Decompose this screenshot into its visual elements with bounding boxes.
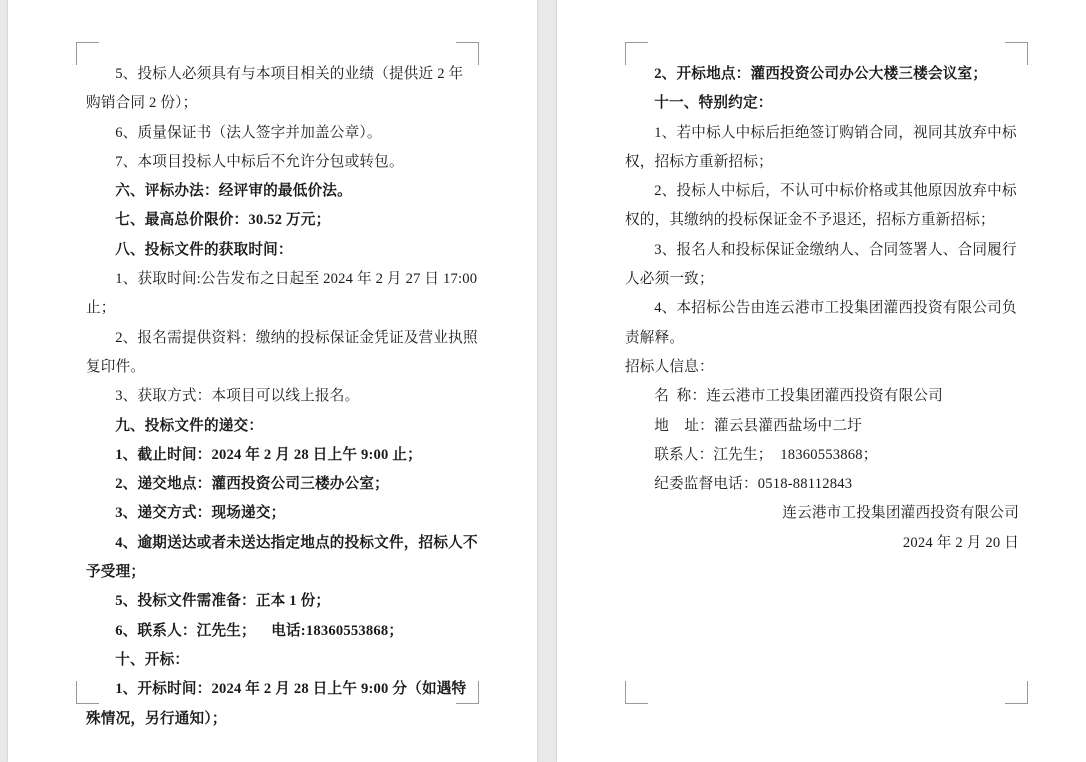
- section-heading: 八、投标文件的获取时间：: [115, 241, 293, 258]
- paragraph: 1、开标时间：2024 年 2 月 28 日上午 9:00 分（如遇特殊情况，另行通知）；: [86, 681, 467, 727]
- paragraph: 1、截止时间：2024 年 2 月 28 日上午 9:00 止；: [115, 446, 422, 463]
- section-heading: 十、开标：: [115, 651, 190, 668]
- paragraph: 5、投标文件需准备：正本 1 份；: [115, 593, 331, 610]
- contact-address: 地 址：灌云县灌西盐场中二圩: [654, 417, 862, 434]
- paragraph: 4、逾期送达或者未送达指定地点的投标文件，招标人不予受理；: [86, 534, 478, 581]
- document-page-right: [557, 0, 1086, 762]
- paragraph: 1、若中标人中标后拒绝签订购销合同，视同其放弃中标权，招标方重新招标；: [625, 124, 1017, 170]
- paragraph: 7、本项目投标人中标后不允许分包或转包。: [115, 153, 404, 170]
- section-heading: 十一、特别约定：: [654, 95, 773, 112]
- paragraph: 3、递交方式：现场递交；: [115, 505, 286, 522]
- contact-person: 联系人：江先生； 18360553868；: [654, 446, 878, 463]
- section-heading: 九、投标文件的递交：: [115, 417, 264, 434]
- paragraph: 1、获取时间:公告发布之日起至 2024 年 2 月 27 日 17:00 止；: [86, 271, 482, 317]
- signature-organization: 连云港市工投集团灌西投资有限公司: [782, 505, 1019, 522]
- section-heading: 六、评标办法：经评审的最低价法。: [115, 183, 352, 200]
- paragraph: 5、投标人必须具有与本项目相关的业绩（提供近 2 年购销合同 2 份）；: [86, 66, 464, 112]
- supervision-phone: 纪委监督电话：0518-88112843: [654, 476, 853, 493]
- paragraph: 2、投标人中标后，不认可中标价格或其他原因放弃中标权的，其缴纳的投标保证金不予退还，招标方重新招标；: [625, 183, 1017, 229]
- contact-block-heading: 招标人信息：: [625, 358, 714, 375]
- right-page-body: [625, 60, 1025, 558]
- paragraph: 2、递交地点：灌西投资公司三楼办公室；: [115, 476, 389, 493]
- crop-mark-bottom-left-icon: [625, 681, 648, 704]
- section-heading: 七、最高总价限价：30.52 万元；: [115, 212, 331, 229]
- document-page-left: [8, 0, 537, 762]
- paragraph: 3、报名人和投标保证金缴纳人、合同签署人、合同履行人必须一致；: [625, 241, 1017, 288]
- paragraph: 6、联系人：江先生； 电话:18360553868；: [115, 622, 404, 639]
- paragraph: 3、获取方式：本项目可以线上报名。: [115, 388, 360, 405]
- paragraph: 4、本招标公告由连云港市工投集团灌西投资有限公司负责解释。: [625, 300, 1017, 346]
- paragraph: 2、报名需提供资料：缴纳的投标保证金凭证及营业执照复印件。: [86, 329, 478, 375]
- left-page-body: [86, 60, 482, 734]
- paragraph: 2、开标地点：灌西投资公司办公大楼三楼会议室；: [654, 66, 988, 82]
- contact-name: 名 称：连云港市工投集团灌西投资有限公司: [654, 388, 943, 405]
- crop-mark-bottom-right-icon: [1005, 681, 1028, 704]
- signature-date: 2024 年 2 月 20 日: [902, 534, 1019, 551]
- paragraph: 6、质量保证书（法人签字并加盖公章）。: [115, 124, 382, 141]
